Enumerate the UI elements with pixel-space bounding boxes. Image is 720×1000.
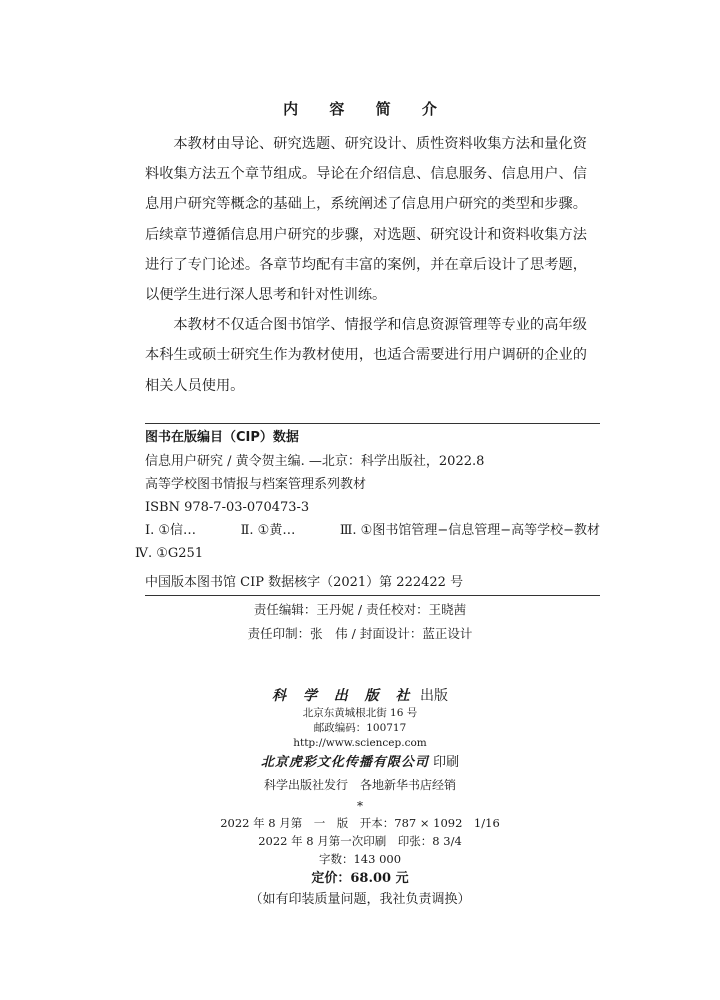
publication-block: [0, 686, 720, 910]
cip-title-line: 信息用户研究 / 黄令贺主编. —北京：科学出版社，2022.8: [145, 454, 485, 469]
edition-line: 2022 年 8 月第 一 版 开本：787 × 1092 1/16: [220, 816, 500, 830]
intro-paragraph-1: 本教材由导论、研究选题、研究设计、质性资料收集方法和量化资料收集方法五个章节组成。导论在介绍信息、信息服务、信息用户、信息用户研究等概念的基础上，系统阐述了信息用户研究的类型和步骤。后续章节遵循信息用户研究的步骤，对选题、研究设计和资料收集方法进行了专门论述。各章节均配有丰富的案例，并在章后设计了思考题，以便学生进行深人思考和针对性训练。: [145, 136, 587, 304]
cip-classification: [145, 519, 600, 542]
cip-class-3: Ⅲ. ①图书馆管理−信息管理−高等学校−教材: [339, 523, 600, 538]
printer-line: [0, 752, 720, 774]
intro-text: [145, 129, 587, 401]
quality-notice: （如有印装质量问题，我社负责调换）: [249, 892, 471, 907]
word-count: 字数：143 000: [318, 852, 402, 866]
cip-verify-number: 中国版本图书馆 CIP 数据核字（2021）第 222422 号: [145, 575, 464, 590]
publisher-url: http://www.sciencep.com: [293, 737, 427, 749]
cip-class-1: Ⅰ. ①信…: [145, 523, 197, 538]
editors-line-2: 责任印制：张 伟 / 封面设计：蓝正设计: [247, 626, 473, 641]
publisher-address: 北京东黄城根北街 16 号: [302, 707, 418, 719]
distribution-line: 科学出版社发行 各地新华书店经销: [263, 778, 456, 792]
publisher-name: 科 学 出 版 社: [272, 688, 416, 704]
publisher-line: [0, 686, 720, 706]
publisher-postcode: 邮政编码：100717: [313, 722, 407, 734]
separator-star: *: [357, 799, 363, 813]
printer-name: 北京虎彩文化传播有限公司: [260, 755, 429, 770]
cip-class-4: Ⅳ. ①G251: [135, 546, 204, 561]
cip-class-2: Ⅱ. ①黄…: [240, 523, 296, 538]
publisher-suffix: 出版: [419, 688, 448, 704]
cip-series-line: 高等学校图书情报与档案管理系列教材: [145, 477, 367, 492]
intro-title: 内 容 简 介: [283, 100, 450, 118]
printing-line: 2022 年 8 月第一次印刷 印张：8 3/4: [258, 834, 462, 848]
cip-top-rule: [145, 423, 600, 424]
cip-heading: 图书在版编目（CIP）数据: [145, 430, 299, 445]
editors-block: [0, 598, 720, 646]
intro-paragraph-2: 本教材不仅适合图书馆学、情报学和信息资源管理等专业的高年级本科生或硕士研究生作为教材使用，也适合需要进行用户调研的企业的相关人员使用。: [145, 317, 587, 394]
printer-suffix: 印刷: [433, 755, 460, 770]
cip-isbn: ISBN 978-7-03-070473-3: [145, 500, 310, 515]
price: 定价：68.00 元: [311, 871, 409, 886]
editors-line-1: 责任编辑：王丹妮 / 责任校对：王晓茜: [253, 602, 467, 617]
cip-bottom-rule: [145, 595, 600, 596]
cip-block: [135, 426, 600, 594]
